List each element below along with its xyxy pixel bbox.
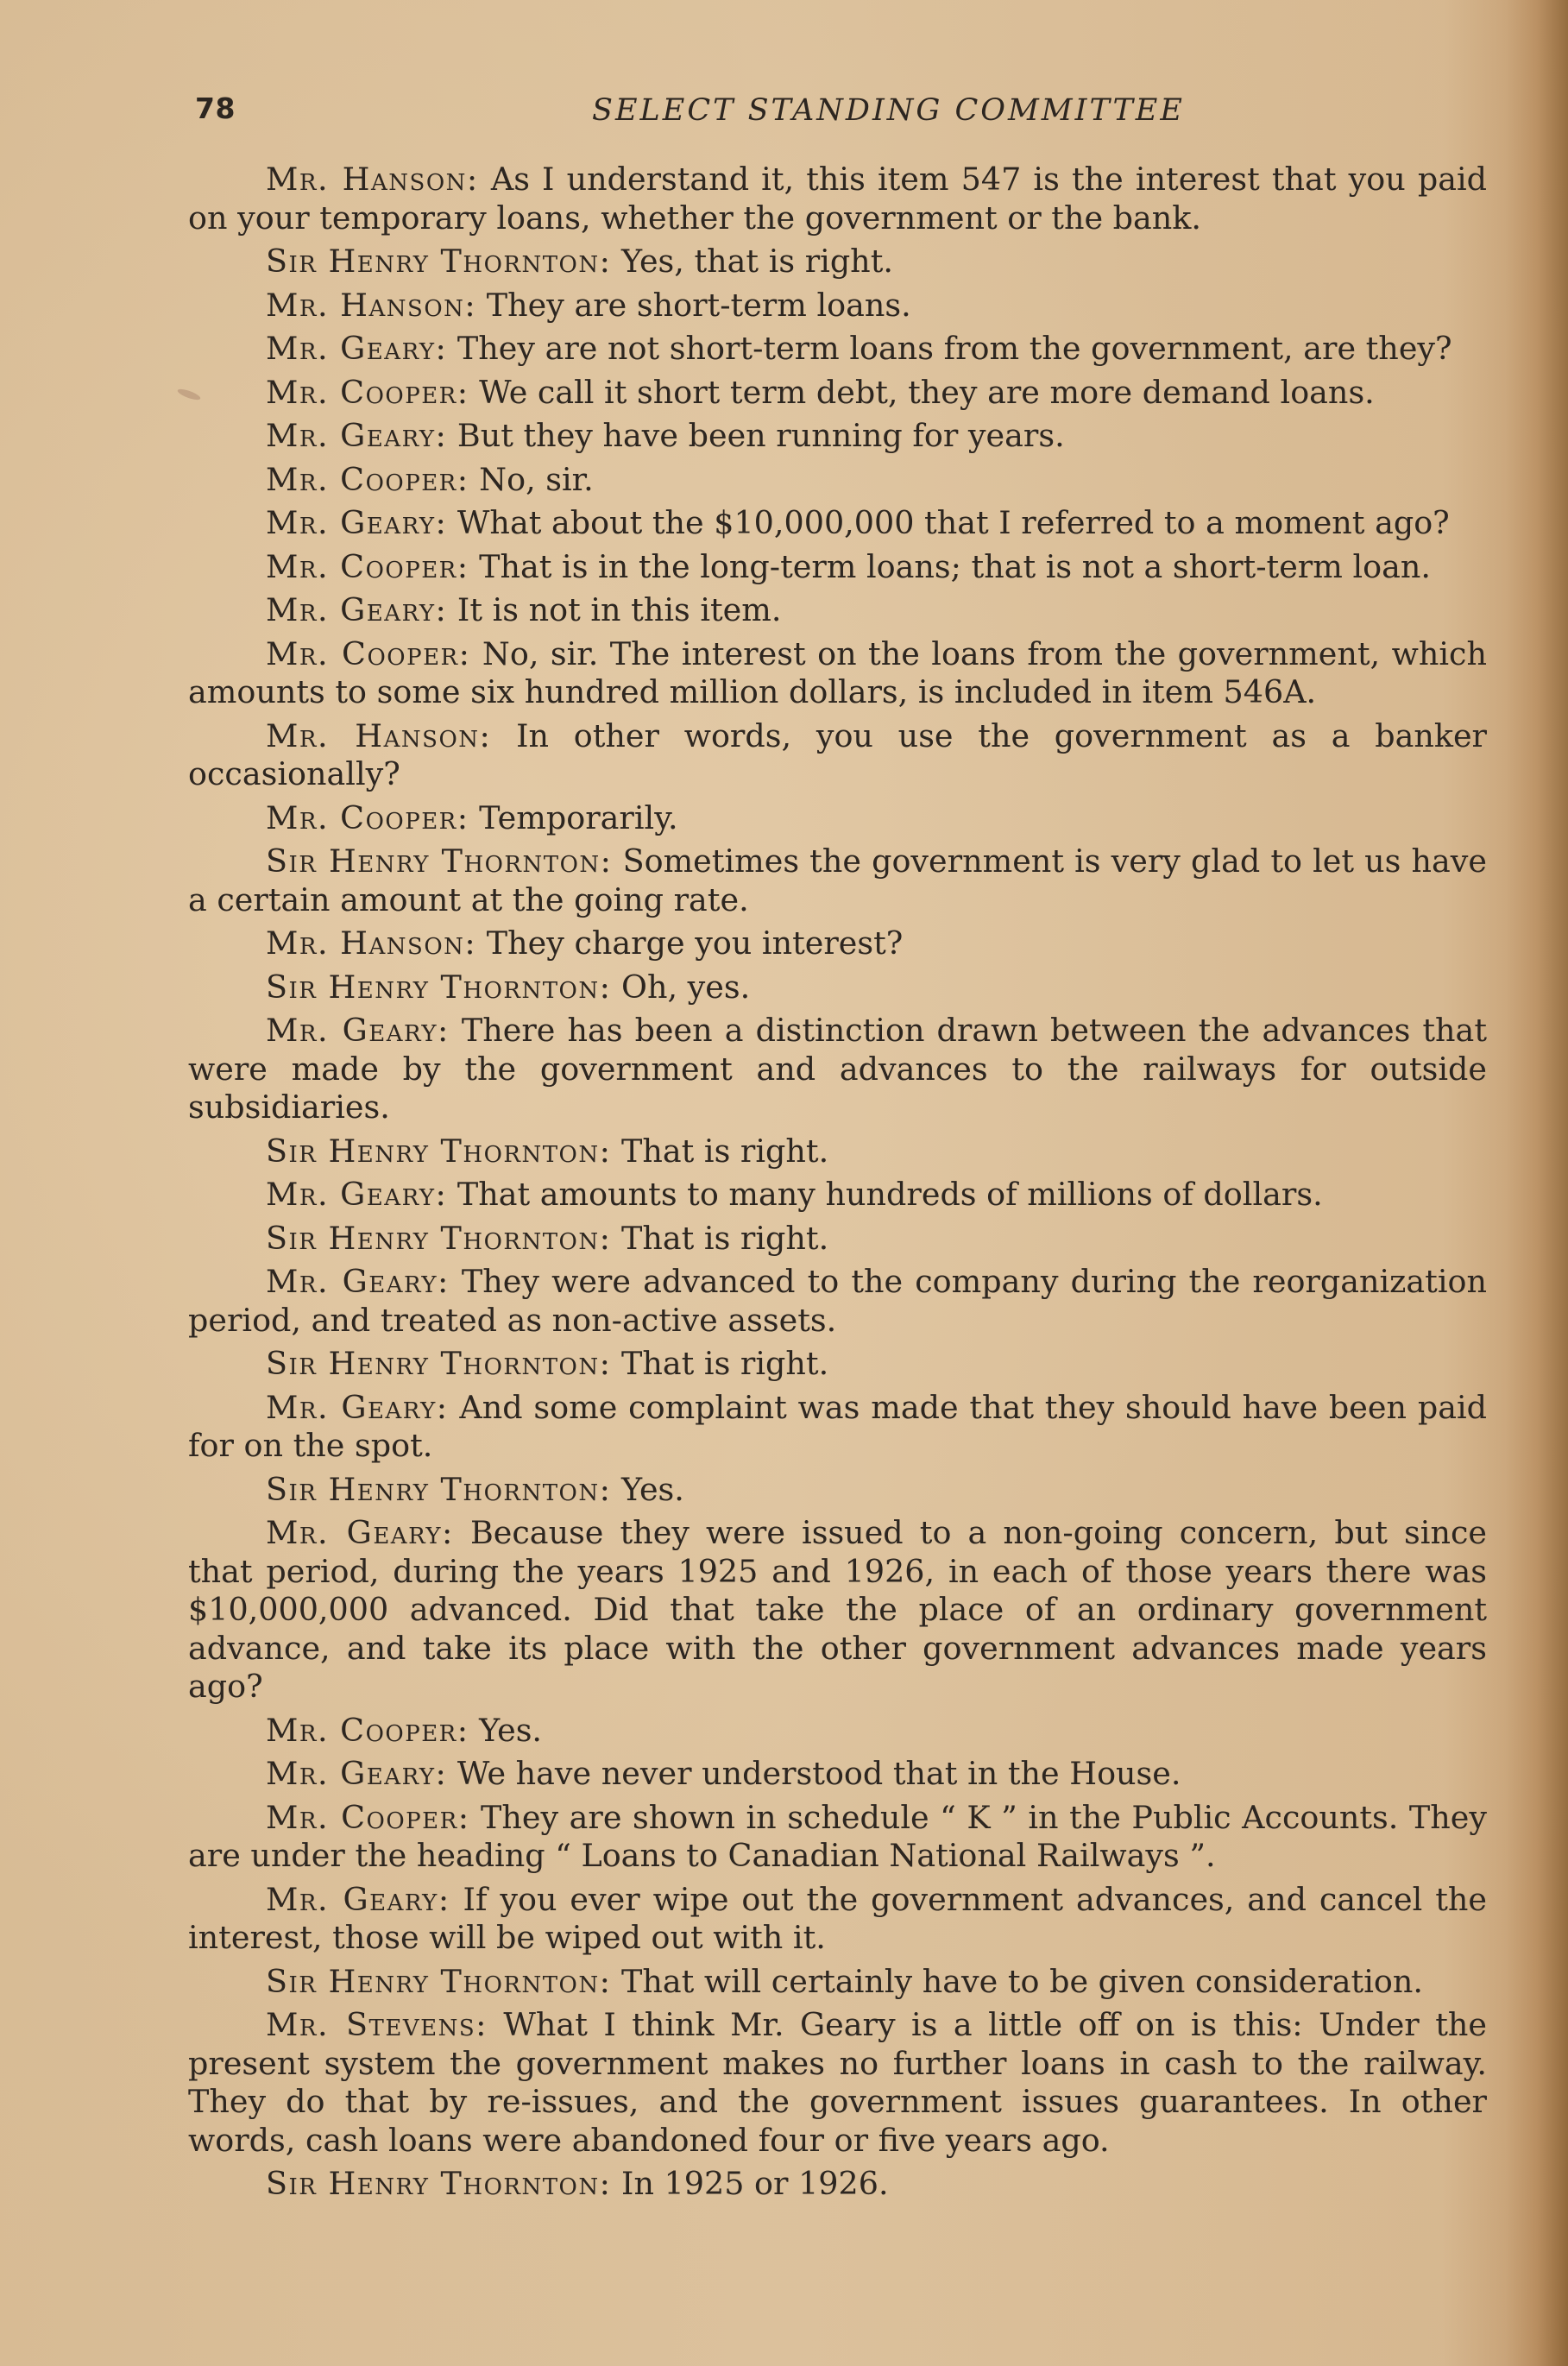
speech-text: Temporarily. xyxy=(469,798,678,836)
speech-text: That is in the long-term loans; that is not a short-term loan. xyxy=(469,547,1431,585)
speaker-name: Mr. Cooper: xyxy=(266,460,469,498)
speaker-name: Mr. Geary: xyxy=(266,1263,450,1300)
speech-text: If you ever wipe out the government advances, and cancel the interest, those will be wiped out with it. xyxy=(188,1880,1487,1956)
transcript-paragraph xyxy=(188,2006,1487,2160)
speech-text: Sometimes the government is very glad to let us have a certain amount at the going rate. xyxy=(188,842,1487,918)
speaker-name: Mr. Geary: xyxy=(266,330,448,367)
page-number: 78 xyxy=(195,91,236,125)
speaker-name: Mr. Geary: xyxy=(266,504,448,541)
speech-text: They are not short-term loans from the government, are they? xyxy=(447,330,1452,367)
speech-text: As I understand it, this item 547 is the interest that you paid on your temporary loans, whether the government or the bank. xyxy=(188,161,1488,237)
speech-text: No, sir. The interest on the loans from the government, which amounts to some six hundred million dollars, is included in item 546A. xyxy=(188,634,1488,710)
speech-text: What about the $10,000,000 that I referred to a moment ago? xyxy=(447,504,1450,541)
speech-text: And some complaint was made that they should have been paid for on the spot. xyxy=(188,1388,1487,1464)
speech-text: Yes. xyxy=(469,1711,543,1749)
speaker-name: Sir Henry Thornton: xyxy=(266,243,612,280)
transcript-paragraph xyxy=(188,635,1487,712)
transcript-paragraph xyxy=(188,1012,1487,1127)
speaker-name: Sir Henry Thornton: xyxy=(266,842,613,880)
speaker-name: Mr. Cooper: xyxy=(266,798,469,836)
transcript-paragraph xyxy=(188,1263,1487,1340)
speaker-name: Mr. Hanson: xyxy=(266,716,492,754)
speech-text: There has been a distinction drawn between the advances that were made by the government and advances to the railways for outside subsidiaries. xyxy=(188,1012,1487,1126)
speaker-name: Mr. Cooper: xyxy=(266,373,469,411)
speaker-name: Sir Henry Thornton: xyxy=(266,968,612,1006)
speaker-name: Sir Henry Thornton: xyxy=(266,1962,612,2000)
speaker-name: Mr. Geary: xyxy=(266,1880,450,1918)
transcript-paragraph xyxy=(188,1389,1487,1466)
speaker-name: Mr. Hanson: xyxy=(266,161,479,198)
speech-text: In other words, you use the government as a banker occasionally? xyxy=(188,716,1488,792)
speech-text: Yes. xyxy=(611,1470,684,1508)
speaker-name: Mr. Cooper: xyxy=(266,1711,469,1749)
transcript-paragraph xyxy=(188,374,1487,413)
transcript-paragraph xyxy=(188,2165,1487,2204)
transcript-paragraph xyxy=(188,1345,1487,1384)
speaker-name: Mr. Geary: xyxy=(266,417,448,454)
speaker-name: Mr. Geary: xyxy=(266,591,448,628)
speaker-name: Sir Henry Thornton: xyxy=(266,1470,612,1508)
transcript-paragraph xyxy=(188,504,1487,543)
transcript-paragraph xyxy=(188,417,1487,456)
transcript-paragraph xyxy=(188,842,1487,919)
speech-text: That is right. xyxy=(611,1132,829,1170)
transcript-paragraph xyxy=(188,1799,1487,1876)
transcript-paragraph xyxy=(188,1881,1487,1958)
speech-text: They are shown in schedule “ K ” in the Public Accounts. They are under the heading “ Loans to Canadian National Railways ”. xyxy=(188,1798,1487,1874)
speech-text: That is right. xyxy=(611,1345,829,1382)
speaker-name: Sir Henry Thornton: xyxy=(266,1132,612,1170)
speech-text: Because they were issued to a non-going concern, but since that period, during the years 1925 and 1926, in each of those years there was $10,000,000 advanced. Did that take the place of an ordinary government advance, and take its place with the other government advances made years ago? xyxy=(188,1514,1487,1705)
speaker-name: Sir Henry Thornton: xyxy=(266,1219,612,1257)
speaker-name: Mr. Geary: xyxy=(266,1176,448,1213)
speech-text: Oh, yes. xyxy=(611,968,751,1006)
transcript-paragraph xyxy=(188,1133,1487,1171)
transcript-paragraph xyxy=(188,161,1487,237)
speech-text: That amounts to many hundreds of millions of dollars. xyxy=(447,1176,1323,1213)
transcript-paragraph xyxy=(188,548,1487,587)
transcript-paragraph xyxy=(188,330,1487,369)
transcript-paragraph xyxy=(188,1712,1487,1751)
transcript-paragraph xyxy=(188,717,1487,794)
transcript-body xyxy=(188,161,1487,2209)
speech-text: They were advanced to the company during the reorganization period, and treated as non-active assets. xyxy=(188,1263,1488,1339)
speaker-name: Mr. Geary: xyxy=(266,1755,448,1792)
speech-text: We call it short term debt, they are more demand loans. xyxy=(469,373,1375,411)
transcript-paragraph xyxy=(188,591,1487,630)
speaker-name: Mr. Cooper: xyxy=(266,547,469,585)
speaker-name: Mr. Stevens: xyxy=(266,2006,488,2043)
speech-text: That is right. xyxy=(611,1219,829,1257)
speaker-name: Mr. Cooper: xyxy=(266,634,471,672)
speaker-name: Mr. Cooper: xyxy=(266,1798,470,1836)
speech-text: In 1925 or 1926. xyxy=(611,2165,889,2202)
speech-text: Yes, that is right. xyxy=(611,243,893,280)
speech-text: They are short-term loans. xyxy=(476,286,911,324)
speaker-name: Mr. Hanson: xyxy=(266,924,477,962)
transcript-paragraph xyxy=(188,461,1487,500)
page-header xyxy=(195,91,1446,135)
transcript-paragraph xyxy=(188,924,1487,963)
speaker-name: Mr. Geary: xyxy=(266,1388,449,1426)
speaker-name: Mr. Geary: xyxy=(266,1012,450,1049)
transcript-paragraph xyxy=(188,1220,1487,1259)
speech-text: That will certainly have to be given consideration. xyxy=(611,1962,1423,2000)
speaker-name: Sir Henry Thornton: xyxy=(266,1345,612,1382)
transcript-paragraph xyxy=(188,1755,1487,1794)
speaker-name: Mr. Hanson: xyxy=(266,286,477,324)
transcript-paragraph xyxy=(188,968,1487,1007)
transcript-paragraph xyxy=(188,1176,1487,1215)
speech-text: We have never understood that in the House. xyxy=(447,1755,1181,1792)
speech-text: No, sir. xyxy=(469,460,594,498)
transcript-paragraph xyxy=(188,799,1487,838)
speaker-name: Sir Henry Thornton: xyxy=(266,2165,612,2202)
speech-text: But they have been running for years. xyxy=(447,417,1065,454)
speaker-name: Mr. Geary: xyxy=(266,1514,454,1551)
transcript-paragraph xyxy=(188,1514,1487,1707)
speech-text: They charge you interest? xyxy=(476,924,904,962)
transcript-paragraph xyxy=(188,243,1487,281)
transcript-paragraph xyxy=(188,1471,1487,1510)
transcript-paragraph xyxy=(188,287,1487,325)
transcript-paragraph xyxy=(188,1963,1487,2002)
speech-text: What I think Mr. Geary is a little off on is this: Under the present system the government makes no further loans in cash to the railway. They do that by re-issues, and the government issues guarantees. In other words, cash loans were abandoned four or five years ago. xyxy=(188,2006,1487,2159)
running-head: SELECT STANDING COMMITTEE xyxy=(592,93,1185,128)
speech-text: It is not in this item. xyxy=(447,591,782,628)
